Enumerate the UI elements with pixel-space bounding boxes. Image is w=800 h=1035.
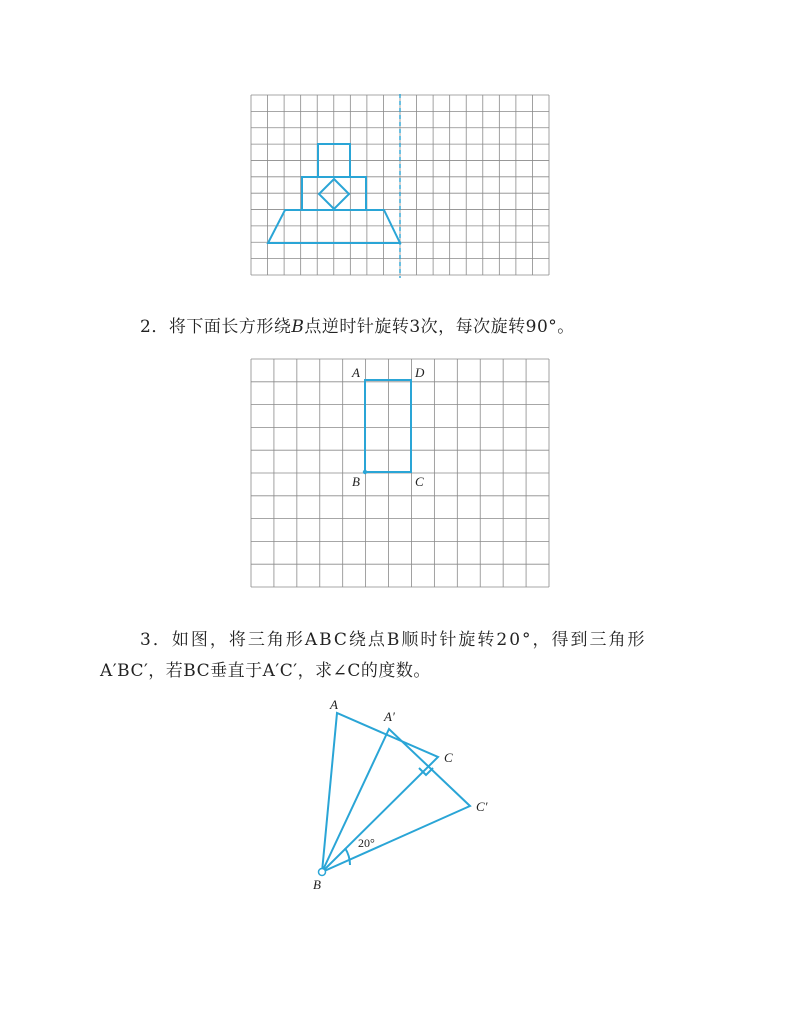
question-3-line-1-text: 如图，将三角形ABC绕点B顺时针旋转20°，得到三角形 [171, 630, 647, 650]
grid-2-figure [250, 358, 552, 590]
label-a-prime: A′ [384, 709, 395, 724]
grid-1-figure [250, 94, 552, 278]
point-b-dot [363, 470, 367, 474]
question-2-point: B [291, 317, 305, 337]
label-d: D [415, 365, 425, 380]
label-b: B [352, 474, 360, 489]
triangle-abc [322, 713, 438, 872]
question-3-line-2 [100, 656, 431, 681]
triangles [322, 713, 470, 872]
angle-label: 20° [358, 836, 375, 850]
label-c: C [444, 750, 453, 765]
rotation-diagram [300, 695, 520, 895]
label-c-prime: C′ [476, 799, 488, 814]
label-a: A [330, 697, 338, 712]
label-a: A [352, 365, 360, 380]
question-3-line-2-text: A′BC′，若BC垂直于A′C′，求∠C的度数。 [100, 661, 431, 681]
rectangle-abcd [365, 380, 411, 472]
question-2-text [140, 312, 575, 337]
question-3-line-1 [140, 625, 647, 650]
question-3-number: 3． [140, 630, 172, 650]
question-2-text-post: 点逆时针旋转3次，每次旋转90°。 [304, 317, 575, 337]
question-2-number: 2． [140, 317, 169, 337]
label-b: B [313, 877, 321, 892]
label-c: C [415, 474, 424, 489]
point-b-dot [319, 869, 326, 876]
question-2-text-pre: 将下面长方形绕 [168, 317, 292, 337]
